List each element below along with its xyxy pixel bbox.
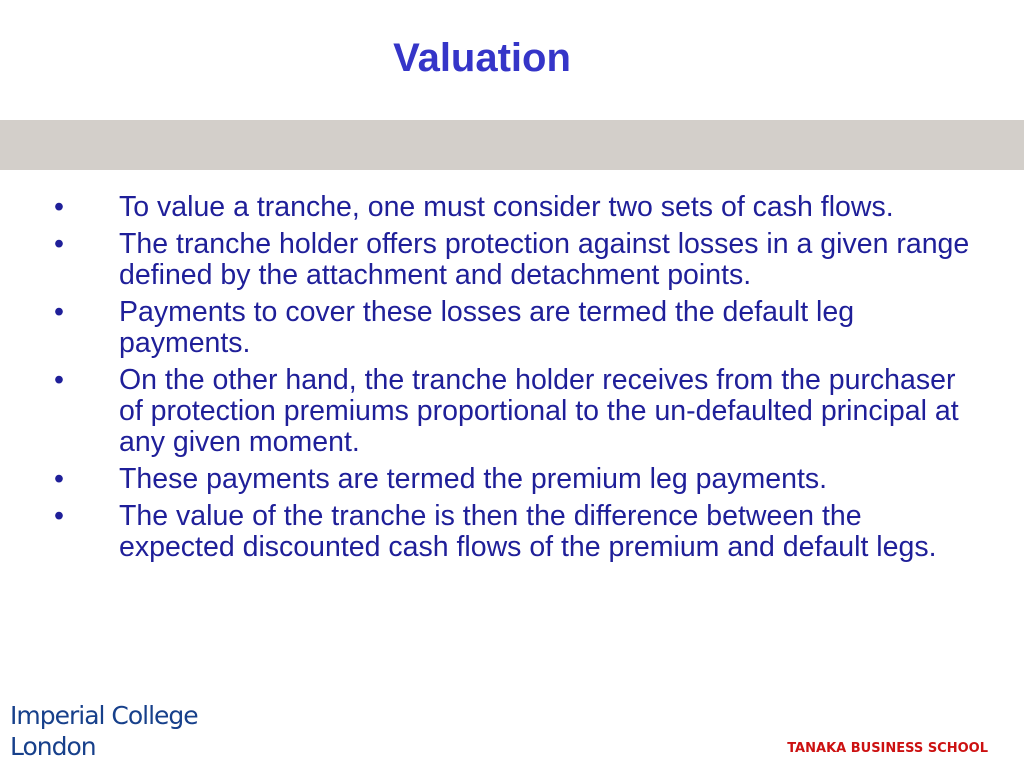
- bullet-icon: •: [54, 191, 64, 223]
- bullet-text: To value a tranche, one must consider two sets of cash flows.: [119, 191, 894, 223]
- list-item: [54, 365, 984, 458]
- bullet-text: These payments are termed the premium leg payments.: [119, 463, 828, 495]
- list-item: [54, 192, 984, 223]
- bullet-text: On the other hand, the tranche holder receives from the purchaser of protection premiums proportional to the un-defaulted principal at any given moment.: [119, 364, 959, 458]
- bullet-icon: •: [54, 296, 64, 328]
- header-band: [0, 120, 1024, 170]
- list-item: [54, 501, 984, 563]
- imperial-logo-line2: London: [10, 732, 96, 761]
- bullet-text: Payments to cover these losses are termed the default leg payments.: [119, 296, 855, 359]
- bullet-text: The tranche holder offers protection against losses in a given range defined by the attachment and detachment points.: [119, 228, 970, 291]
- slide-title: Valuation: [393, 36, 571, 80]
- bullet-icon: •: [54, 228, 64, 260]
- list-item: [54, 229, 984, 291]
- bullet-text: The value of the tranche is then the difference between the expected discounted cash flows of the premium and default legs.: [119, 500, 937, 563]
- tanaka-business-school-logo: TANAKA BUSINESS SCHOOL: [787, 741, 988, 756]
- bullet-icon: •: [54, 500, 64, 532]
- list-item: [54, 464, 984, 495]
- bullet-icon: •: [54, 463, 64, 495]
- imperial-college-logo: [10, 700, 198, 762]
- imperial-logo-line1: Imperial College: [10, 701, 198, 730]
- bullet-icon: •: [54, 364, 64, 396]
- bullet-list: [54, 192, 984, 569]
- list-item: [54, 297, 984, 359]
